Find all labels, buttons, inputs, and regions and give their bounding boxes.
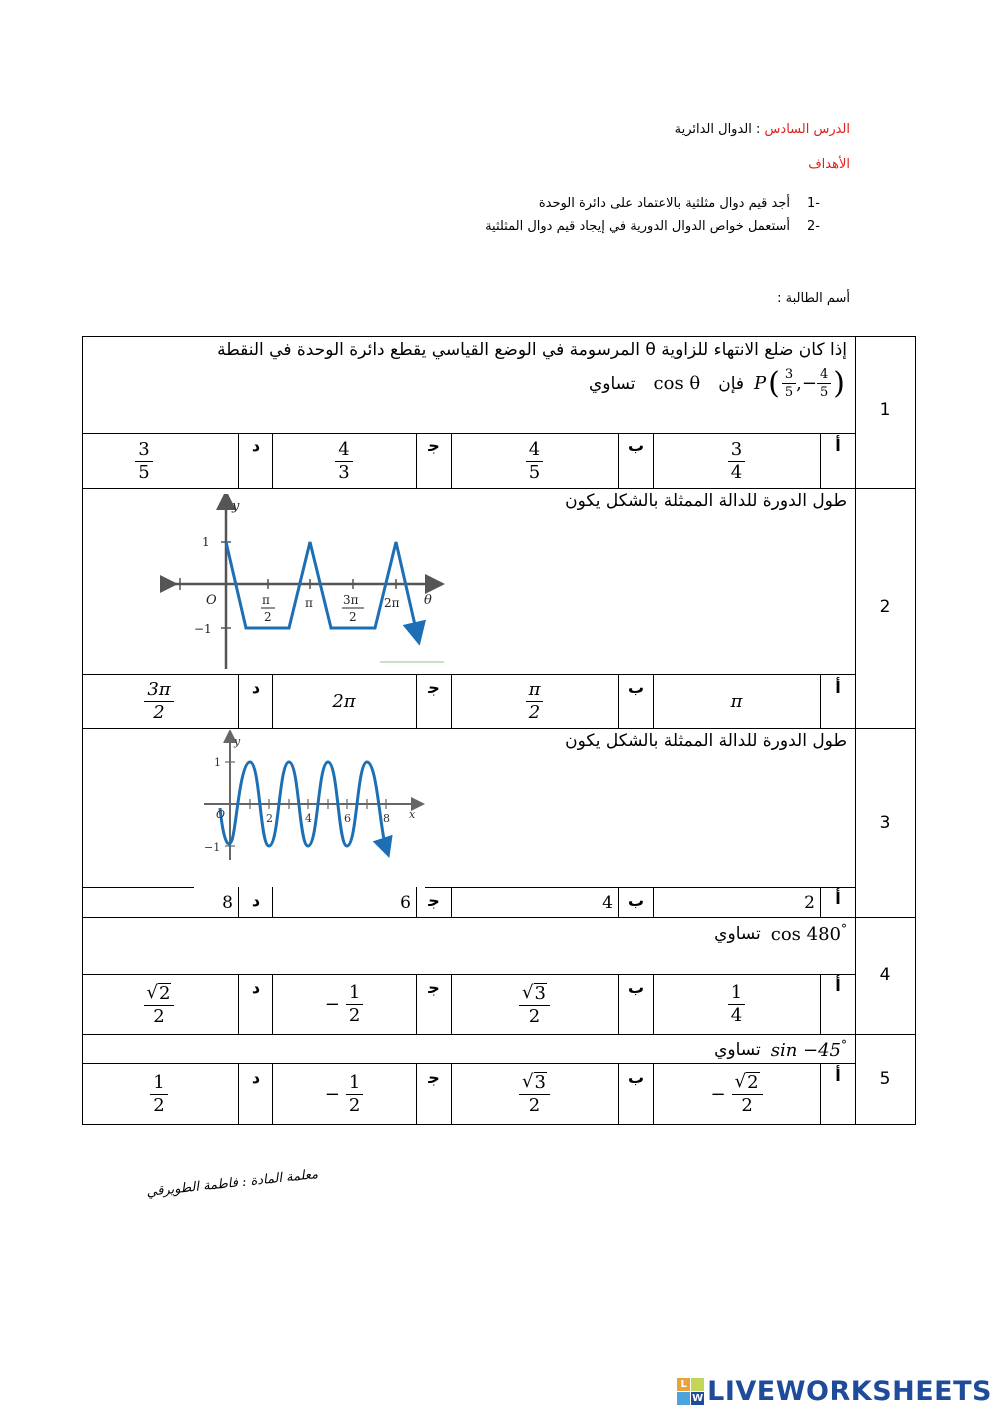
q1-equals-label: تساوي [588,373,636,394]
objective-num: -1 [807,196,820,211]
q2-option-b[interactable]: $\frac{\pi}{2}$ [451,675,618,728]
q2-x-tick-3pi-over-2-n: 3π [343,593,359,607]
choice-letter-c: ﺟ [428,1068,440,1087]
q1-point-y-sign: − [801,373,817,394]
objective-text: أجد قيم دوال مثلثية بالاعتماد على دائرة الوحدة [538,196,790,211]
teacher-signature: معلمة المادة : فاطمة الطويرقي [145,1167,319,1200]
liveworksheets-logo[interactable] [677,1376,992,1407]
choice-letter-a: أ [835,436,841,455]
choice-letter-b: ب [627,978,645,997]
q2-x-label: θ [424,593,432,608]
q1-point-label: P [754,373,767,394]
q2-y-label: y [232,499,240,514]
lesson-heading [675,122,850,137]
q2-x-tick-2pi: 2π [384,596,400,610]
q4-option-a[interactable]: $\frac{1}{4}$ [653,975,820,1034]
q2-axes [168,500,435,669]
objective-1 [539,196,820,211]
q3-option-b[interactable]: 4 [602,892,613,913]
q3-x-tick-8: 8 [383,812,390,825]
q2-y-tick-1: 1 [202,535,210,549]
q1-text-line2 [589,366,847,401]
lesson-sep: : [751,122,765,137]
q3-origin-label: O [216,808,226,821]
q2-option-d[interactable]: $\frac{3\pi}{2}$ [82,675,236,728]
q2-y-tick-neg1: −1 [194,622,212,636]
q1-option-a[interactable]: $\frac{3}{4}$ [653,434,820,488]
q2-option-a[interactable]: π [730,691,743,712]
student-name-label: أسم الطالبة : [777,291,850,306]
objective-text: أستعمل خواص الدوال الدورية في إيجاد قيم دوال المثلثية [485,219,790,234]
liveworksheets-badge-icon: L W [677,1378,704,1405]
q2-option-c[interactable]: 2π [332,691,356,712]
q4-option-b[interactable]: √ 3 2 [451,975,618,1034]
question-number: 5 [879,1069,891,1089]
q1-point-x: $\frac{3}{5}$ [782,367,796,400]
choice-letter-b: ب [627,1068,645,1087]
objective-num: -2 [807,219,820,234]
q3-x-label: x [409,808,416,821]
q4-equals-label: تساوي [714,923,761,944]
q3-y-label: y [234,735,241,748]
q4-option-d[interactable]: √ 2 2 [82,975,236,1034]
q1-point-y: $\frac{4}{5}$ [817,367,831,400]
q5-option-a[interactable]: − √ 2 2 [653,1064,820,1124]
q5-text [714,1038,847,1061]
choice-letter-d: د [251,436,261,455]
choice-letter-d: د [251,978,261,997]
q2-origin-label: O [206,593,217,608]
q5-option-c[interactable]: − $\frac{1}{2}$ [272,1064,416,1124]
q1-point: P ( $\frac{3}{5}$ , − $\frac{4}{5}$ ) [754,366,845,401]
objectives-label: الأهداف [808,157,850,172]
q5-option-d[interactable]: $\frac{1}{2}$ [82,1064,236,1124]
q5-option-b[interactable]: √ 3 2 [451,1064,618,1124]
choice-letter-a: أ [835,678,841,697]
q3-option-c[interactable]: 6 [400,892,411,913]
choice-letter-b: ب [627,436,645,455]
choice-letter-a: أ [835,1066,841,1085]
q3-option-d[interactable]: 8 [222,892,233,913]
q4-func: cos 480° [770,922,847,945]
q2-x-tick-pi-over-2-d: 2 [264,610,272,624]
choice-letter-c: ﺟ [428,436,440,455]
q3-option-a[interactable]: 2 [804,892,815,913]
choice-letter-c: ﺟ [428,978,440,997]
lesson-title: الدوال الدائرية [674,122,752,137]
question-number: 3 [879,813,891,833]
liveworksheets-wordmark: LIVEWORKSHEETS [707,1376,992,1407]
q2-graph [160,494,450,674]
q1-text-line1: إذا كان ضلع الانتهاء للزاوية θ المرسومة في الوضع القياسي يقطع دائرة الوحدة في النقطة [217,340,847,360]
q3-x-tick-2: 2 [266,812,273,825]
choice-letter-c: ﺟ [428,891,440,910]
choice-letter-b: ب [627,678,645,697]
choice-letter-d: د [251,1068,261,1087]
q1-option-d[interactable]: $\frac{3}{5}$ [82,434,206,488]
q3-x-tick-6: 6 [344,812,351,825]
choice-letter-b: ب [627,891,645,910]
objective-2 [485,219,820,234]
q1-func: cos θ [653,373,701,394]
q5-equals-label: تساوي [714,1039,761,1060]
question-number: 2 [879,597,891,617]
choice-letter-a: أ [835,889,841,908]
q4-text [714,922,847,945]
choice-letter-d: د [251,891,261,910]
q2-x-tick-3pi-over-2-d: 2 [349,610,357,624]
q1-option-b[interactable]: $\frac{4}{5}$ [451,434,618,488]
q3-text: طول الدورة للدالة الممثلة بالشكل يكون [565,731,847,751]
lesson-label: الدرس السادس [764,122,850,137]
q3-x-tick-4: 4 [305,812,312,825]
choice-letter-d: د [251,678,261,697]
q1-then-label: فإن [718,373,745,394]
question-number: 4 [879,965,891,985]
question-number: 1 [879,400,891,420]
q2-x-tick-pi-over-2-n: π [262,593,270,607]
q2-curve [226,542,417,634]
q3-y-tick-neg1: −1 [204,841,221,854]
q5-func: sin −45° [770,1038,847,1061]
q3-y-tick-1: 1 [214,756,221,769]
q2-x-tick-pi: π [305,596,313,610]
choice-letter-a: أ [835,976,841,995]
q2-text: طول الدورة للدالة الممثلة بالشكل يكون [565,491,847,511]
q1-option-c[interactable]: $\frac{4}{3}$ [272,434,416,488]
choice-letter-c: ﺟ [428,678,440,697]
q3-graph [196,730,426,865]
q4-option-c[interactable]: − $\frac{1}{2}$ [272,975,416,1034]
